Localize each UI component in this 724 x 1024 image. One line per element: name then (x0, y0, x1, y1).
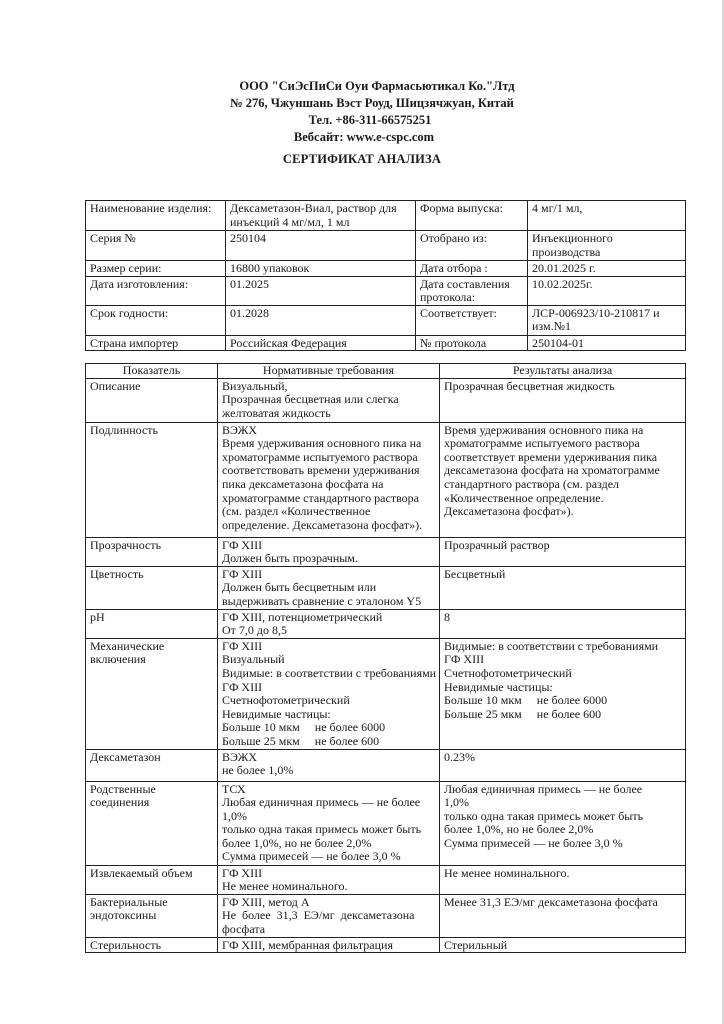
cell-line: не более 1,0% (222, 763, 294, 778)
cell-line: (см. раздел «Количественное (222, 504, 371, 519)
cell-line: Стерильность (90, 937, 162, 952)
cell-line: ГФ XIII (444, 652, 485, 667)
cell-line: pH (90, 609, 105, 624)
requirement-cell (218, 378, 440, 422)
cell-line: Родственные (90, 781, 156, 796)
result-cell (440, 378, 686, 422)
cell-line: Описание (90, 378, 141, 393)
cell-line: соответствует времени удерживания пика (444, 449, 658, 464)
result-cell (440, 781, 686, 865)
series-label: Серия № (86, 231, 226, 261)
protocol-no-label: № протокола (416, 335, 528, 351)
header-parameter: Показатель (86, 364, 218, 379)
header-results: Результаты анализа (440, 364, 686, 379)
info-row (86, 276, 686, 305)
cell-line: эндотоксины (90, 908, 157, 923)
cell-line: 0.23% (444, 749, 475, 764)
table-row (86, 937, 686, 953)
parameter-cell (86, 378, 218, 422)
cell-line: Менее 31,3 ЕЭ/мг дексаметазона фосфата (444, 894, 658, 909)
parameter-cell (86, 422, 218, 537)
cell-line: 1,0% (222, 808, 247, 823)
product-label: Наименование изделия: (86, 201, 226, 231)
company-header (0, 78, 724, 146)
requirement-cell (218, 609, 440, 638)
cell-line: ГФ XIII (222, 638, 263, 653)
parameter-cell (86, 609, 218, 638)
cell-line: определение. Дексаметазона фосфат»). (222, 517, 423, 532)
expiry-label: Срок годности: (86, 305, 226, 335)
manufacture-value: 01.2025 (226, 276, 416, 305)
requirement-cell (218, 638, 440, 749)
sampled-from-label: Отобрано из: (416, 231, 528, 261)
cell-line: хроматограмме испытуемого раствора (222, 449, 418, 464)
cell-line: фосфата (222, 921, 266, 936)
table-row (86, 781, 686, 865)
requirement-cell (218, 749, 440, 781)
product-value: Дексаметазон-Виал, раствор для инъекций 4 мг/мл, 1 мл (226, 201, 416, 231)
batch-size-label: Размер серии: (86, 261, 226, 277)
result-cell (440, 638, 686, 749)
cell-line: Любая единичная примесь — не более (444, 781, 643, 796)
info-row (86, 335, 686, 351)
table-row (86, 865, 686, 894)
cell-line: Бесцветный (444, 566, 506, 581)
table-row (86, 537, 686, 566)
cell-line: ВЭЖХ (222, 422, 258, 437)
cell-line: дексаметазона фосфата на хроматограмме (444, 463, 660, 478)
cell-line: включения (90, 652, 146, 667)
cell-line: соответствовать времени удерживания (222, 463, 420, 478)
country-value: Российская Федерация (226, 335, 416, 351)
result-cell (440, 749, 686, 781)
result-cell (440, 422, 686, 537)
cell-line: Прозрачная бесцветная или слегка (222, 392, 399, 407)
cell-line: Прозрачный раствор (444, 537, 550, 552)
cell-line: «Количественное определение. (444, 490, 604, 505)
cell-line: более 1,0%, но не более 2,0% (444, 822, 594, 837)
cell-line: Видимые: в соответствии с требованиями (444, 638, 659, 653)
cell-line: соединения (90, 795, 150, 810)
cell-line: Время удерживания основного пика на (444, 422, 644, 437)
result-cell (440, 937, 686, 953)
requirement-cell (218, 422, 440, 537)
cell-line: Визуальный, (222, 378, 288, 393)
result-cell (440, 894, 686, 937)
table-row (86, 609, 686, 638)
cell-line: только одна такая примесь может быть (222, 822, 422, 837)
parameter-cell (86, 749, 218, 781)
cell-line: ГФ XIII (222, 679, 263, 694)
cell-line: Больше 25 мкм не более 600 (222, 733, 380, 748)
parameter-cell (86, 537, 218, 566)
cell-line: ГФ XIII, потенциометрический (222, 609, 383, 624)
cell-line: Не менее номинального. (222, 879, 348, 894)
cell-line: пика дексаметазона фосфата на (222, 476, 384, 491)
cell-line: Больше 10 мкм не более 6000 (444, 693, 608, 708)
cell-line: 1,0% (444, 795, 469, 810)
protocol-date-value: 10.02.2025г. (528, 276, 686, 305)
cell-line: Дексаметазон (90, 749, 161, 764)
cell-line: Время удерживания основного пика на (222, 436, 422, 451)
result-cell (440, 609, 686, 638)
cell-line: Больше 10 мкм не более 6000 (222, 720, 386, 735)
form-value: 4 мг/1 мл, (528, 201, 686, 231)
cell-line: ГФ XIII, метод А (222, 894, 310, 909)
cell-line: выдерживать сравнение с эталоном Y5 (222, 593, 422, 608)
cell-line: Не более 31,3 ЕЭ/мг дексаметазона (222, 908, 415, 923)
cell-line: Цветность (90, 566, 144, 581)
protocol-no-value: 250104-01 (528, 335, 686, 351)
cell-line: Сумма примесей — не более 3,0 % (444, 835, 623, 850)
cell-line: Невидимые частицы: (444, 679, 553, 694)
requirement-cell (218, 937, 440, 953)
cell-line: ГФ XIII, мембранная фильтрация (222, 937, 393, 952)
cell-line: хроматограмме стандартного раствора (222, 490, 419, 505)
cell-line: Прозрачная бесцветная жидкость (444, 378, 615, 393)
requirement-cell (218, 865, 440, 894)
cell-line: Подлинность (90, 422, 159, 437)
info-row (86, 201, 686, 231)
company-phone: Тел. +86-311-66575251 (308, 113, 432, 127)
company-website: Вебсайт: www.e-cspc.com (293, 130, 435, 144)
cell-line: ГФ XIII (222, 537, 263, 552)
series-value: 250104 (226, 231, 416, 261)
cell-line: ГФ XIII (222, 865, 263, 880)
cell-line: Прозрачность (90, 537, 162, 552)
parameter-cell (86, 566, 218, 609)
cell-line: ТСХ (222, 781, 246, 796)
parameter-cell (86, 638, 218, 749)
sampling-date-label: Дата отбора : (416, 261, 528, 277)
table-row (86, 638, 686, 749)
cell-line: От 7,0 до 8,5 (222, 623, 288, 638)
cell-line: Должен быть бесцветным или (222, 580, 377, 595)
table-row (86, 894, 686, 937)
cell-line: Больше 25 мкм не более 600 (444, 706, 602, 721)
info-row (86, 261, 686, 277)
cell-line: хроматограмме испытуемого раствора (444, 436, 640, 451)
sampled-from-value: Инъекционного производства (528, 231, 686, 261)
cell-line: Счетнофотометрический (444, 665, 572, 680)
cell-line: Бактериальные (90, 894, 168, 909)
sampling-date-value: 20.01.2025 г. (528, 261, 686, 277)
cell-line: Механические (90, 638, 165, 653)
cell-line: Должен быть прозрачным. (222, 551, 358, 566)
analysis-results-table (85, 363, 686, 953)
cell-line: ВЭЖХ (222, 749, 258, 764)
info-row (86, 305, 686, 335)
country-label: Страна импортер (86, 335, 226, 351)
parameter-cell (86, 781, 218, 865)
complies-value: ЛСР-006923/10-210817 и изм.№1 (528, 305, 686, 335)
cell-line: Извлекаемый объем (90, 865, 193, 880)
table-row (86, 422, 686, 537)
result-cell (440, 537, 686, 566)
company-name: ООО "СиЭсПиСи Оуи Фармасьютикал Ко."Лтд (239, 79, 515, 93)
requirement-cell (218, 781, 440, 865)
cell-line: 8 (444, 609, 450, 624)
cell-line: Видимые: в соответствии с требованиями (222, 665, 437, 680)
document-title: СЕРТИФИКАТ АНАЛИЗА (282, 152, 442, 166)
result-cell (440, 566, 686, 609)
cell-line: Сумма примесей — не более 3,0 % (222, 849, 401, 864)
product-info-table (85, 200, 686, 351)
batch-size-value: 16800 упаковок (226, 261, 416, 277)
requirement-cell (218, 894, 440, 937)
requirement-cell (218, 537, 440, 566)
cell-line: Любая единичная примесь — не более (222, 795, 421, 810)
cell-line: Невидимые частицы: (222, 706, 331, 721)
form-label: Форма выпуска: (416, 201, 528, 231)
table-row (86, 378, 686, 422)
parameter-cell (86, 865, 218, 894)
result-cell (440, 865, 686, 894)
parameter-cell (86, 937, 218, 953)
protocol-date-label: Дата составления протокола: (416, 276, 528, 305)
cell-line: Визуальный (222, 652, 285, 667)
header-requirements: Нормативные требования (218, 364, 440, 379)
manufacture-label: Дата изготовления: (86, 276, 226, 305)
parameter-cell (86, 894, 218, 937)
table-row (86, 749, 686, 781)
table-row (86, 566, 686, 609)
requirement-cell (218, 566, 440, 609)
cell-line: ГФ XIII (222, 566, 263, 581)
cell-line: Стерильный (444, 937, 508, 952)
cell-line: только одна такая примесь может быть (444, 808, 644, 823)
cell-line: стандартного раствора (см. раздел (444, 476, 620, 491)
info-row (86, 231, 686, 261)
cell-line: Дексаметазона фосфат»). (444, 504, 574, 519)
complies-label: Соответствует: (416, 305, 528, 335)
company-address: № 276, Чжуншань Вэст Роуд, Шицзячжуан, Китай (230, 96, 514, 110)
cell-line: желтоватая жидкость (222, 405, 331, 420)
cell-line: Счетнофотометрический (222, 693, 350, 708)
expiry-value: 01.2028 (226, 305, 416, 335)
cell-line: более 1,0%, но не более 2,0% (222, 835, 372, 850)
cell-line: Не менее номинального. (444, 865, 570, 880)
results-header-row (86, 364, 686, 379)
